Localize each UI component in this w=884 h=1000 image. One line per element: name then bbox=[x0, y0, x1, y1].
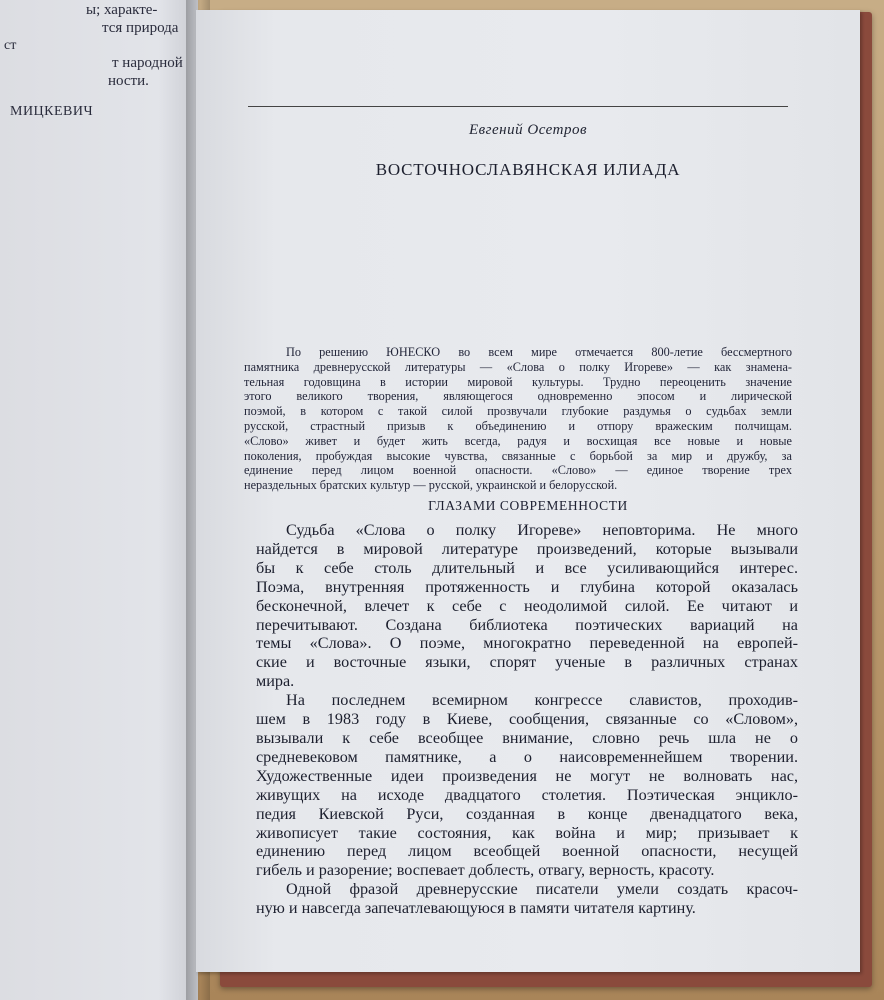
abstract-line: русской, страстный призыв к объединению и отпору вражеским полчищам. bbox=[244, 418, 792, 433]
abstract-line: этого великого творения, являющегося одновременно эпосом и лирической bbox=[244, 389, 792, 404]
article-author: Евгений Осетров bbox=[469, 122, 587, 138]
body-line: шем в 1983 году в Киеве, сообщения, связанные со «Словом», bbox=[256, 710, 798, 729]
body-line: Художественные идеи произведения не могут не волновать нас, bbox=[256, 766, 798, 785]
body-line: На последнем всемирном конгрессе славистов, проходив- bbox=[286, 691, 798, 710]
left-page-line: ы; характе- bbox=[86, 2, 158, 18]
body-line: Поэма, внутренняя протяженность и глубина которой оказалась bbox=[256, 577, 798, 596]
body-line: перечитывают. Создана библиотека поэтических вариаций на bbox=[256, 615, 798, 634]
body-line: гибель и разорение; воспевает доблесть, отвагу, верность, красоту. bbox=[256, 861, 715, 880]
body-line: Одной фразой древнерусские писатели умели создать красоч- bbox=[286, 880, 798, 899]
abstract-line: поколения, пробуждая высокие чувства, связанные с борьбой за мир и дружбу, за bbox=[244, 448, 792, 463]
body-line: средневековом памятнике, а о наисовременнейшем творении. bbox=[256, 747, 798, 766]
left-page-line: ст bbox=[4, 38, 17, 53]
abstract-line: По решению ЮНЕСКО во всем мире отмечается 800-летие бессмертного bbox=[286, 345, 792, 359]
abstract-line: тельная годовщина в истории мировой культуры. Трудно переоценить значение bbox=[244, 374, 792, 389]
article-abstract bbox=[244, 345, 792, 493]
body-line: мира. bbox=[256, 672, 295, 691]
body-line: Судьба «Слова о полку Игореве» неповторима. Не много bbox=[286, 521, 798, 539]
abstract-line: «Слово» живет и будет жить всегда, радуя и восхищая все новые и новые bbox=[244, 433, 792, 448]
left-page-attribution: МИЦКЕВИЧ bbox=[10, 104, 94, 119]
article-title: ВОСТОЧНОСЛАВЯНСКАЯ ИЛИАДА bbox=[375, 160, 681, 179]
body-line: бесконечной, влечет к себе с неодолимой силой. Ее читают и bbox=[256, 596, 798, 615]
abstract-line: поэмой, в котором с такой силой прозвучали глубокие раздумья о судьбах земли bbox=[244, 404, 792, 419]
abstract-line: нераздельных братских культур — русской, украинской и белорусской. bbox=[244, 478, 618, 493]
article-body bbox=[256, 521, 798, 918]
body-line: бы к себе столь длительный и все усиливающийся интерес. bbox=[256, 558, 798, 577]
body-line: темы «Слова». О поэме, многократно переведенной на европей- bbox=[256, 634, 798, 653]
body-line: ские и восточные языки, спорят ученые в различных странах bbox=[256, 653, 798, 672]
header-rule bbox=[248, 106, 788, 107]
left-page-line: тся природа bbox=[102, 20, 179, 36]
abstract-line: единение перед лицом военной опасности. «Слово» — единое творение трех bbox=[244, 463, 792, 478]
body-line: живущих на исходе двадцатого столетия. Поэтическая энцикло- bbox=[256, 785, 798, 804]
left-page-line: т народной bbox=[112, 55, 183, 71]
body-line: найдется в мировой литературе произведений, которые вызывали bbox=[256, 539, 798, 558]
abstract-line: памятника древнерусской литературы — «Слова о полку Игореве» — как знамена- bbox=[244, 359, 792, 374]
body-line: единению перед лицом всеобщей военной опасности, несущей bbox=[256, 842, 798, 861]
section-heading: ГЛАЗАМИ СОВРЕМЕННОСТИ bbox=[428, 498, 628, 513]
body-line: живописует такие состояния, как война и мир; призывает к bbox=[256, 823, 798, 842]
body-line: вызывали к себе всеобщее внимание, словно речь шла не о bbox=[256, 728, 798, 747]
body-line: ную и навсегда запечатлевающуюся в памяти читателя картину. bbox=[256, 899, 696, 918]
left-page-line: ности. bbox=[108, 73, 149, 89]
left-page bbox=[0, 0, 198, 1000]
body-line: педия Киевской Руси, созданная в конце двенадцатого века, bbox=[256, 804, 798, 823]
